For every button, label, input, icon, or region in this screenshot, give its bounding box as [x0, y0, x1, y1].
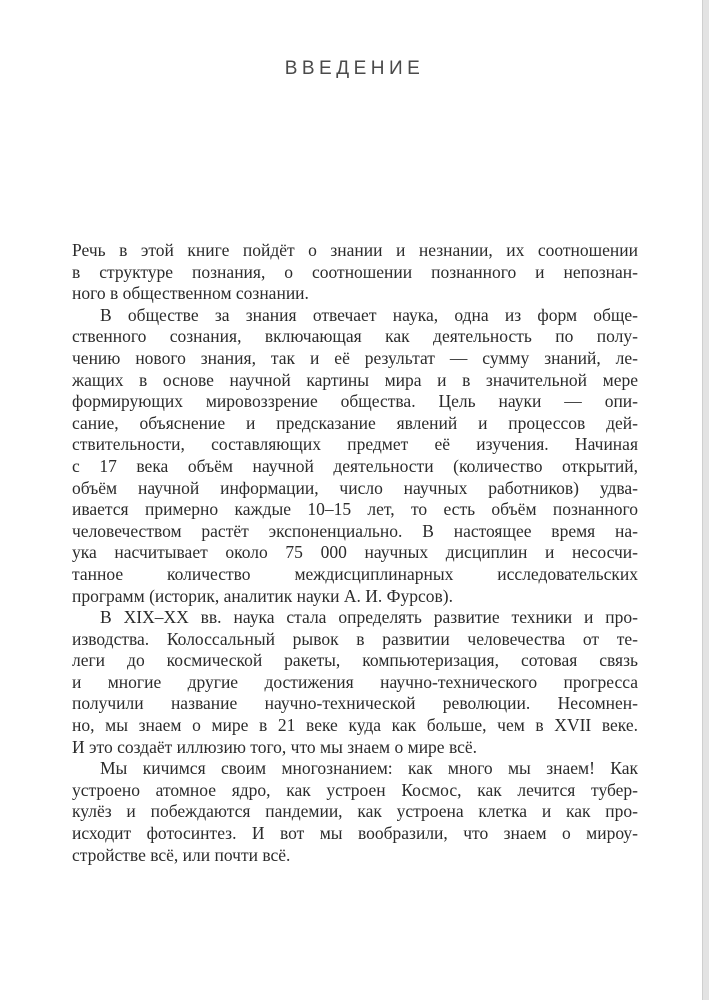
paragraph-line: исходит фотосинтез. И вот мы вообразили, что знаем о мироу- [72, 823, 638, 844]
paragraph-line: танное количество междисциплинарных исследовательских [72, 563, 638, 584]
paragraph-line: в структуре познания, о соотношении познанного и непознан- [72, 261, 638, 282]
paragraph-line: ственного сознания, включающая как деятельность по полу- [72, 326, 638, 347]
paragraph-line: стройстве всё, или почти всё. [72, 844, 291, 865]
paragraph-line: и многие другие достижения научно-технического прогресса [72, 671, 638, 692]
page-edge [702, 0, 709, 1000]
chapter-title: ВВЕДЕНИЕ [284, 58, 425, 79]
paragraph-line: Мы кичимся своим многознанием: как много мы знаем! Как [100, 758, 638, 779]
paragraph-line: В обществе за знания отвечает наука, одна из форм обще- [100, 304, 638, 325]
paragraph-line: ствительности, составляющих предмет её изучения. Начиная [72, 434, 638, 455]
paragraph-line: леги до космической ракеты, компьютеризация, сотовая связь [72, 650, 638, 671]
paragraph-line: объём научной информации, число научных работников) удва- [72, 477, 638, 498]
paragraph-line: с 17 века объём научной деятельности (количество открытий, [72, 455, 638, 476]
paragraph-line: кулёз и побеждаются пандемии, как устроена клетка и как про- [72, 801, 638, 822]
paragraph-line: но, мы знаем о мире в 21 веке куда как больше, чем в XVII веке. [72, 715, 638, 736]
paragraph-line: устроено атомное ядро, как устроен Космос, как лечится тубер- [72, 779, 638, 800]
paragraph-line: Речь в этой книге пойдёт о знании и незнании, их соотношении [72, 240, 638, 260]
paragraph-line: программ (историк, аналитик науки А. И. Фурсов). [72, 585, 453, 606]
paragraph-line: получили название научно-технической революции. Несомнен- [72, 693, 638, 714]
paragraph-line: изводства. Колоссальный рывок в развитии человечества от те- [72, 628, 638, 649]
paragraph-line: ука насчитывает около 75 000 научных дисциплин и несосчи- [72, 542, 638, 563]
paragraph-line: чению нового знания, так и её результат — сумму знаний, ле- [72, 347, 638, 368]
paragraph-line: сание, объяснение и предсказание явлений и процессов дей- [72, 412, 638, 433]
body-text [72, 240, 638, 866]
paragraph-line: ного в общественном сознании. [72, 283, 309, 304]
paragraph-line: ивается примерно каждые 10–15 лет, то есть объём познанного [72, 499, 638, 520]
paragraph-line: В XIX–XX вв. наука стала определять развитие техники и про- [100, 607, 638, 628]
paragraph-line: И это создаёт иллюзию того, что мы знаем о мире всё. [72, 736, 478, 757]
paragraph-line: человечеством растёт экспоненциально. В настоящее время на- [72, 520, 638, 541]
paragraph-line: формирующих мировоззрение общества. Цель науки — опи- [72, 391, 638, 412]
paragraph-line: жащих в основе научной картины мира и в значительной мере [72, 369, 638, 390]
